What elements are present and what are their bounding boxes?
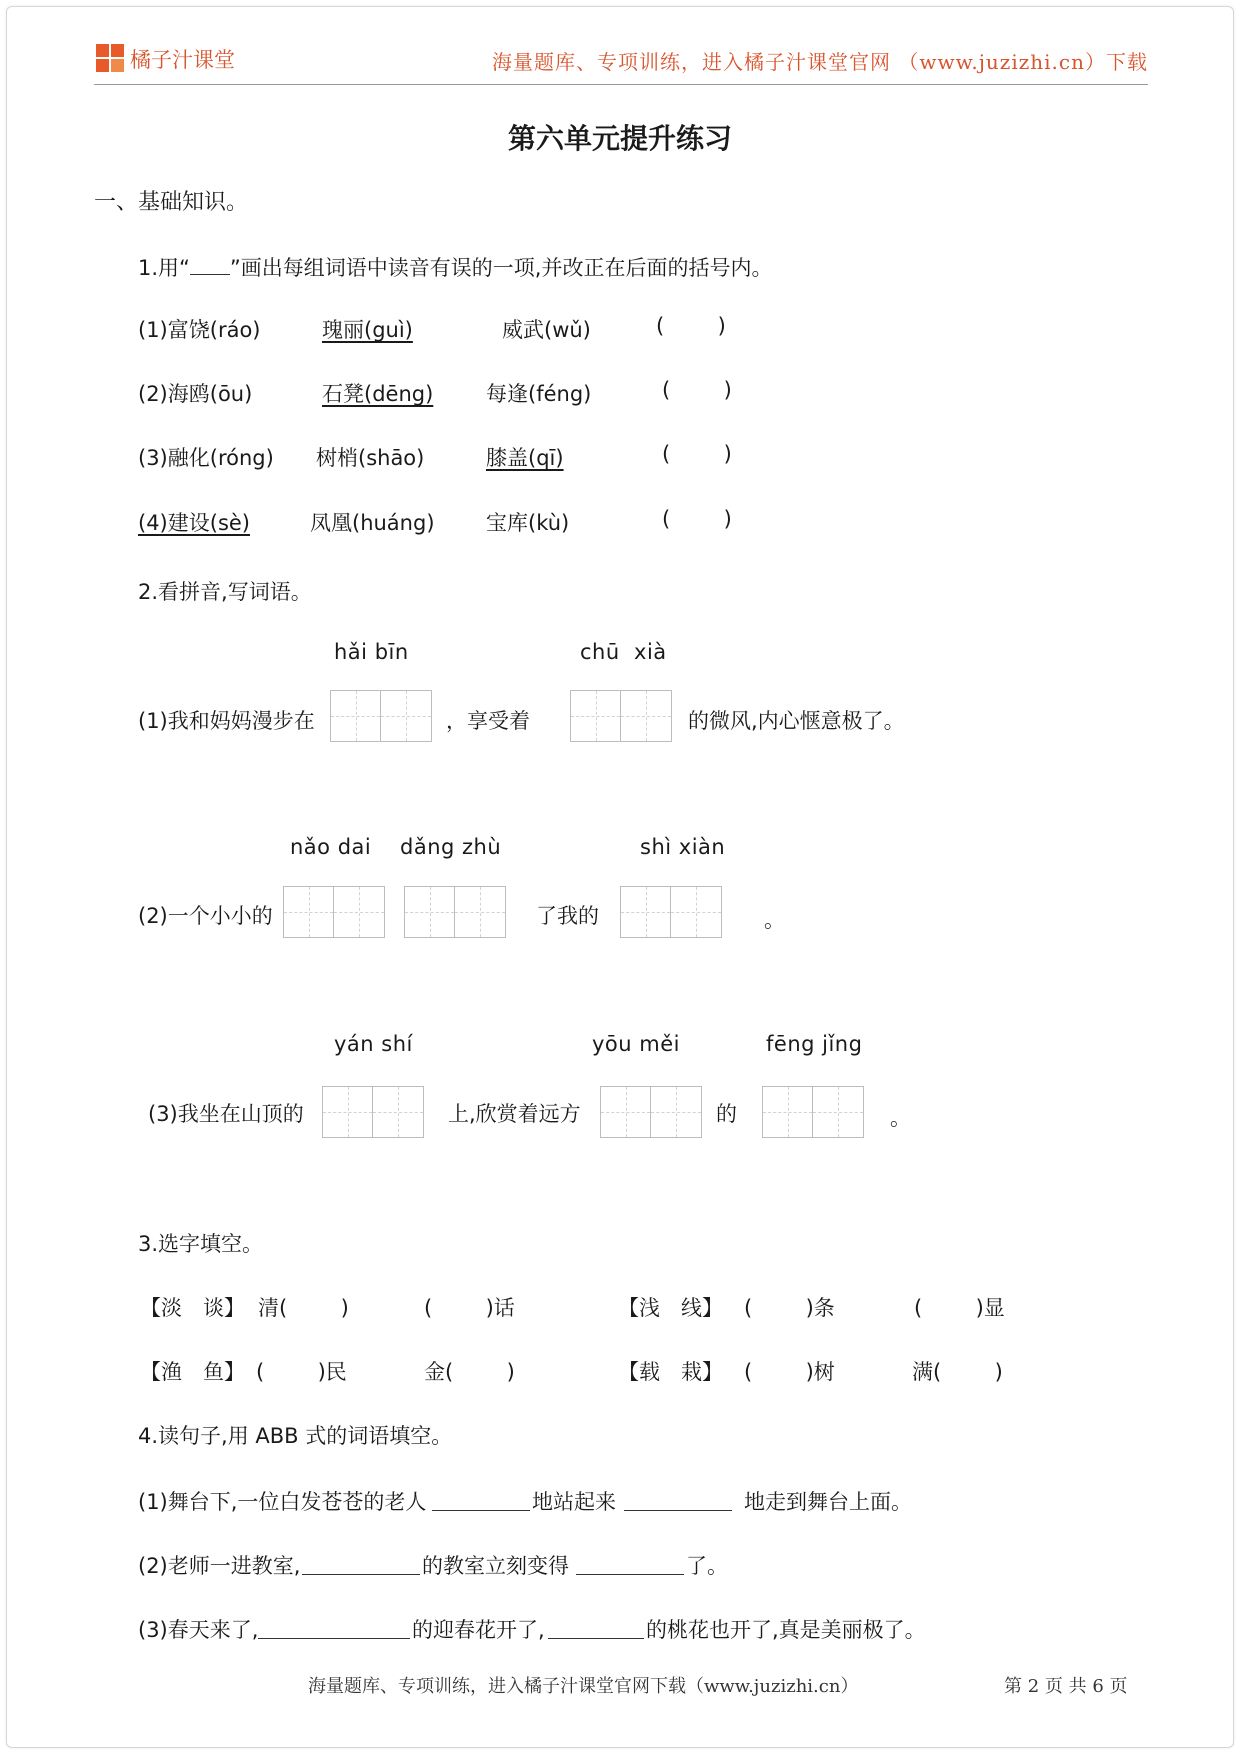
q1-prompt [138,252,772,282]
grid-cell[interactable] [671,887,721,937]
footer-slogan-link[interactable]: 海量题库、专项训练，进入橘子汁课堂官网下载（www.juzizhi.cn） [308,1676,859,1697]
q3-blank-qing[interactable]: 清( ) [258,1296,349,1320]
q2-s2-text-2: 了我的 [536,904,599,928]
q2-s3-text-2: 上,欣赏着远方 [448,1102,581,1126]
q4-prompt: 4.读句子,用 ABB 式的词语填空。 [138,1424,453,1448]
grid-cell[interactable] [323,1087,373,1137]
q2-s3-text-3: 的 [716,1102,737,1126]
grid-cell[interactable] [331,691,381,741]
q2-s3-text-4: 。 [890,1106,911,1130]
writing-grid[interactable] [762,1086,864,1138]
q2-s1-text-2: ，享受着 [446,709,530,733]
q2-s2-text-1: (2)一个小小的 [138,904,273,928]
grid-cell[interactable] [621,691,671,741]
q3-group-qian-xian: 【浅 线】 [618,1296,723,1320]
q3-blank-xian[interactable]: ( )显 [914,1296,1005,1320]
q4-s2-text-1: (2)老师一进教室, [138,1554,301,1578]
q4-s1-text-3: 地走到舞台上面。 [744,1490,912,1514]
q2-s1-text-1: (1)我和妈妈漫步在 [138,709,315,733]
writing-grid[interactable] [570,690,672,742]
q3-blank-min[interactable]: ( )民 [256,1360,347,1384]
writing-grid[interactable] [283,886,385,938]
q3-prompt: 3.选字填空。 [138,1232,264,1256]
grid-cell[interactable] [651,1087,701,1137]
q3-group-zai: 【载 栽】 [618,1360,723,1384]
q4-s3-text-3: 的桃花也开了,真是美丽极了。 [646,1618,926,1642]
page-title: 第六单元提升练习 [507,122,732,155]
q1-row-2-answer[interactable]: ( ) [662,378,732,402]
pinyin-dang-zhu: dǎng zhù [400,835,502,859]
pinyin-nao-dai: nǎo dai [290,835,372,859]
juzizhi-logo-icon [96,44,126,74]
q1-row-3-answer[interactable]: ( ) [662,442,732,466]
q3-blank-shu[interactable]: ( )树 [744,1360,835,1384]
q4-s1-text-2: 地站起来 [532,1490,616,1514]
q1-row-1-a: (1)富饶(ráo) [138,318,261,342]
fill-blank[interactable] [624,1508,732,1511]
pinyin-hai-bin: hǎi bīn [334,640,409,664]
q1-row-4-a: (4)建设(sè) [138,511,250,535]
q1-row-4-answer[interactable]: ( ) [662,507,732,531]
pinyin-chu-xia: chū xià [580,640,667,664]
q1-prompt-part-b: ”画出每组词语中读音有误的一项,并改正在后面的括号内。 [229,256,773,280]
q1-row-1-b: 瑰丽(guì) [322,318,413,342]
q1-row-3-a: (3)融化(róng) [138,446,274,470]
pinyin-you-mei: yōu měi [592,1032,680,1056]
q3-blank-jin[interactable]: 金( ) [424,1360,515,1384]
q3-group-dan-tan: 【淡 谈】 [140,1296,245,1320]
q1-row-4-b: 凤凰(huáng) [310,511,435,535]
q2-s3-text-1: (3)我坐在山顶的 [148,1102,304,1126]
q3-group-yu: 【渔 鱼】 [140,1360,245,1384]
q4-s3-text-1: (3)春天来了, [138,1618,259,1642]
fill-blank[interactable] [576,1572,684,1575]
q2-s2-text-3: 。 [764,908,785,932]
page-number: 第 2 页 共 6 页 [1004,1676,1128,1697]
q2-prompt: 2.看拼音,写词语。 [138,580,312,604]
q1-row-2-b: 石凳(dēng) [322,382,434,406]
q1-row-3-c: 膝盖(qī) [486,446,564,470]
pinyin-shi-xian: shì xiàn [640,835,726,859]
header-divider [94,84,1148,85]
q1-row-4-c: 宝库(kù) [486,511,570,535]
grid-cell[interactable] [601,1087,651,1137]
q1-row-1-answer[interactable]: ( ) [656,314,726,338]
writing-grid[interactable] [404,886,506,938]
fill-blank[interactable] [432,1508,530,1511]
grid-cell[interactable] [405,887,455,937]
grid-cell[interactable] [334,887,384,937]
fill-blank[interactable] [548,1636,644,1639]
writing-grid[interactable] [322,1086,424,1138]
q4-s2-text-3: 了。 [686,1554,728,1578]
fill-blank[interactable] [302,1572,420,1575]
grid-cell[interactable] [763,1087,813,1137]
fill-blank[interactable] [258,1636,410,1639]
writing-grid[interactable] [620,886,722,938]
q1-row-1-c: 威武(wǔ) [502,318,591,342]
brand-name: 橘子汁课堂 [130,48,235,72]
q1-row-2-a: (2)海鸥(ōu) [138,382,253,406]
q1-row-3-b: 树梢(shāo) [316,446,425,470]
section-heading: 一、基础知识。 [94,190,249,215]
q3-blank-tiao[interactable]: ( )条 [744,1296,835,1320]
grid-cell[interactable] [373,1087,423,1137]
grid-cell[interactable] [621,887,671,937]
q1-row-2-c: 每逢(féng) [486,382,592,406]
grid-cell[interactable] [813,1087,863,1137]
q3-blank-man[interactable]: 满( ) [912,1360,1003,1384]
writing-grid[interactable] [330,690,432,742]
q2-s1-text-3: 的微风,内心惬意极了。 [688,709,905,733]
underline-sample [190,274,230,275]
q4-s3-text-2: 的迎春花开了, [412,1618,545,1642]
q4-s1-text-1: (1)舞台下,一位白发苍苍的老人 [138,1490,427,1514]
grid-cell[interactable] [381,691,431,741]
pinyin-yan-shi: yán shí [334,1032,413,1056]
writing-grid[interactable] [600,1086,702,1138]
q3-blank-hua[interactable]: ( )话 [424,1296,515,1320]
grid-cell[interactable] [455,887,505,937]
header-slogan-link[interactable]: 海量题库、专项训练，进入橘子汁课堂官网 （www.juzizhi.cn）下载 [492,50,1148,74]
q4-s2-text-2: 的教室立刻变得 [422,1554,569,1578]
pinyin-feng-jing: fēng jǐng [766,1032,863,1056]
grid-cell[interactable] [571,691,621,741]
grid-cell[interactable] [284,887,334,937]
q1-prompt-part-a: 1.用“ [138,256,190,280]
